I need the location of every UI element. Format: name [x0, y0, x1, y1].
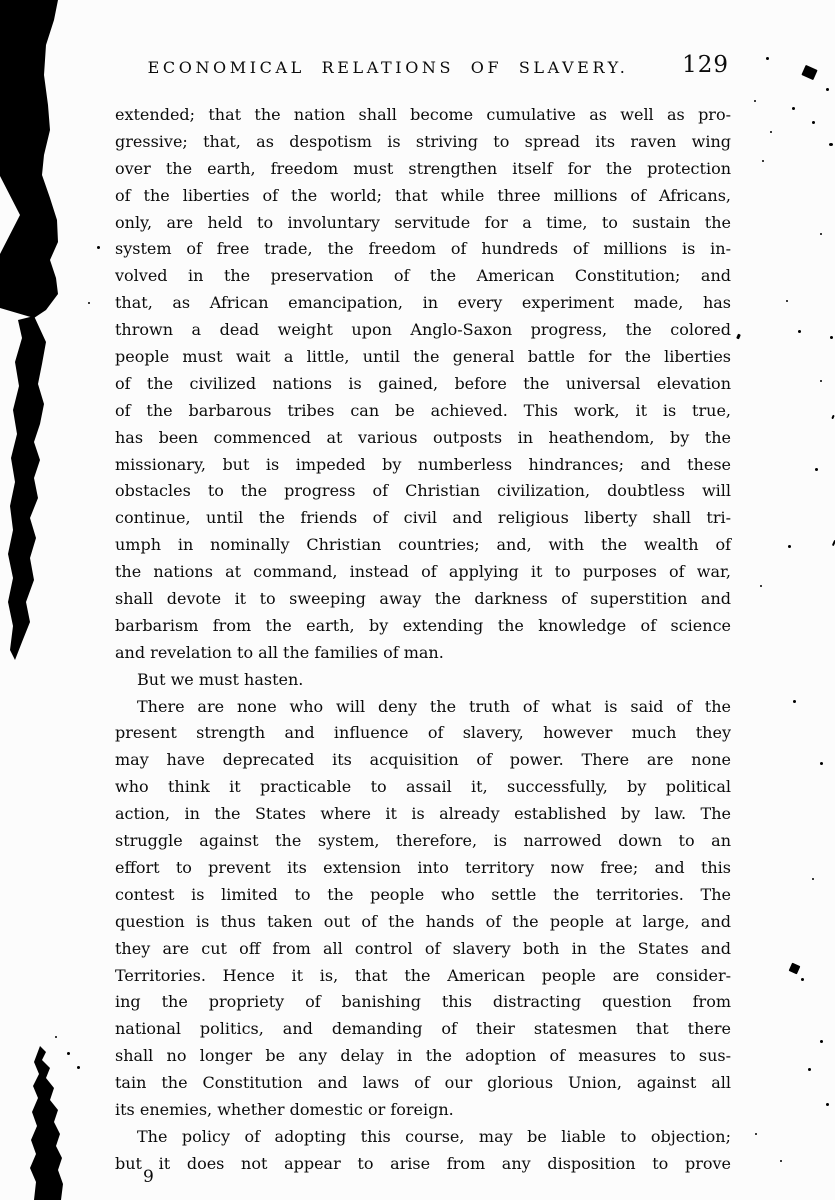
- text-line: missionary, but is impeded by numberless hindrances; and these: [115, 454, 731, 474]
- paragraph: [115, 694, 731, 1124]
- ink-speck: [798, 330, 801, 333]
- signature-mark: 9: [143, 1167, 154, 1187]
- text-line: shall devote it to sweeping away the darkness of superstition and: [115, 589, 731, 609]
- ink-speck: [831, 415, 834, 419]
- text-line: barbarism from the earth, by extending the knowledge of science: [115, 615, 731, 635]
- text-line: gressive; that, as despotism is striving to spread its raven wing: [115, 131, 731, 151]
- ink-speck: [760, 585, 762, 587]
- text-line: volved in the preservation of the American Constitution; and: [115, 266, 731, 286]
- ink-speck: [780, 1160, 782, 1162]
- paragraph: [115, 102, 731, 667]
- ink-speck: [792, 107, 795, 110]
- page-body: [115, 102, 731, 1178]
- text-line: shall no longer be any delay in the adoption of measures to sus-: [115, 1046, 731, 1066]
- ink-speck: [789, 963, 801, 975]
- ink-speck: [786, 300, 788, 302]
- ink-blot-top-left-icon: [0, 0, 100, 670]
- ink-speck: [766, 57, 769, 60]
- ink-speck: [829, 143, 833, 146]
- text-line: who think it practicable to assail it, successfully, by political: [115, 777, 731, 797]
- ink-speck: [55, 1036, 57, 1038]
- text-line: Territories. Hence it is, that the American people are consider-: [115, 965, 731, 985]
- text-line: tain the Constitution and laws of our glorious Union, against all: [115, 1073, 731, 1093]
- ink-speck: [820, 762, 823, 765]
- ink-speck: [77, 1066, 80, 1069]
- text-line: present strength and influence of slavery, however much they: [115, 723, 731, 743]
- ink-speck: [755, 1133, 757, 1135]
- text-line: of the liberties of the world; that while three millions of Africans,: [115, 185, 731, 205]
- text-line: people must wait a little, until the general battle for the liberties: [115, 347, 731, 367]
- text-line: There are none who will deny the truth of what is said of the: [137, 696, 731, 716]
- ink-speck: [820, 380, 822, 382]
- text-line: effort to prevent its extension into territory now free; and this: [115, 857, 731, 877]
- ink-speck: [826, 88, 829, 91]
- text-line: national politics, and demanding of their statesmen that there: [115, 1019, 731, 1039]
- text-line: its enemies, whether domestic or foreign.: [115, 1099, 454, 1119]
- page-header: [115, 52, 731, 86]
- paragraph: [115, 1124, 731, 1178]
- text-line: thrown a dead weight upon Anglo-Saxon progress, the colored: [115, 320, 731, 340]
- ink-speck: [788, 545, 791, 548]
- paragraph: [115, 667, 731, 694]
- ink-speck: [830, 336, 833, 339]
- ink-speck: [812, 121, 815, 124]
- text-line: they are cut off from all control of slavery both in the States and: [115, 938, 731, 958]
- ink-speck: [762, 160, 764, 162]
- text-line: has been commenced at various outposts in heathendom, by the: [115, 427, 731, 447]
- ink-speck: [815, 468, 818, 471]
- text-line: question is thus taken out of the hands of the people at large, and: [115, 911, 731, 931]
- text-line: over the earth, freedom must strengthen itself for the protection: [115, 158, 731, 178]
- ink-speck: [801, 65, 817, 80]
- ink-blot-bottom-left-icon: [22, 1046, 66, 1200]
- text-line: and revelation to all the families of man.: [115, 642, 444, 662]
- ink-speck: [97, 246, 100, 249]
- text-line: contest is limited to the people who settle the territories. The: [115, 884, 731, 904]
- ink-speck: [754, 100, 756, 102]
- ink-speck: [736, 334, 741, 340]
- ink-speck: [793, 700, 796, 703]
- ink-speck: [812, 878, 814, 880]
- ink-speck: [820, 233, 822, 235]
- text-line: umph in nominally Christian countries; and, with the wealth of: [115, 535, 731, 555]
- text-line: of the civilized nations is gained, before the universal elevation: [115, 373, 731, 393]
- ink-speck: [88, 302, 90, 304]
- text-line: continue, until the friends of civil and religious liberty shall tri-: [115, 508, 731, 528]
- text-line: The policy of adopting this course, may be liable to objection;: [137, 1126, 731, 1146]
- text-line: struggle against the system, therefore, is narrowed down to an: [115, 831, 731, 851]
- text-line: the nations at command, instead of applying it to purposes of war,: [115, 562, 731, 582]
- running-title: ECONOMICAL RELATIONS OF SLAVERY.: [147, 58, 629, 77]
- text-line: obstacles to the progress of Christian civilization, doubtless will: [115, 481, 731, 501]
- text-line: system of free trade, the freedom of hundreds of millions is in-: [115, 239, 731, 259]
- text-line: action, in the States where it is already established by law. The: [115, 804, 731, 824]
- text-line: of the barbarous tribes can be achieved. This work, it is true,: [115, 400, 731, 420]
- text-line: but it does not appear to arise from any disposition to prove: [115, 1153, 731, 1173]
- ink-speck: [801, 978, 804, 981]
- text-line: ing the propriety of banishing this distracting question from: [115, 992, 731, 1012]
- text-line: only, are held to involuntary servitude for a time, to sustain the: [115, 212, 731, 232]
- ink-speck: [808, 1068, 811, 1071]
- text-line: extended; that the nation shall become cumulative as well as pro-: [115, 105, 731, 124]
- text-line: that, as African emancipation, in every experiment made, has: [115, 293, 731, 313]
- ink-speck: [826, 1103, 829, 1106]
- page-number: 129: [682, 52, 729, 78]
- ink-speck: [770, 131, 772, 133]
- ink-speck: [67, 1052, 70, 1055]
- text-line: may have deprecated its acquisition of power. There are none: [115, 750, 731, 770]
- text-line: But we must hasten.: [137, 669, 304, 689]
- ink-speck: [820, 1040, 823, 1043]
